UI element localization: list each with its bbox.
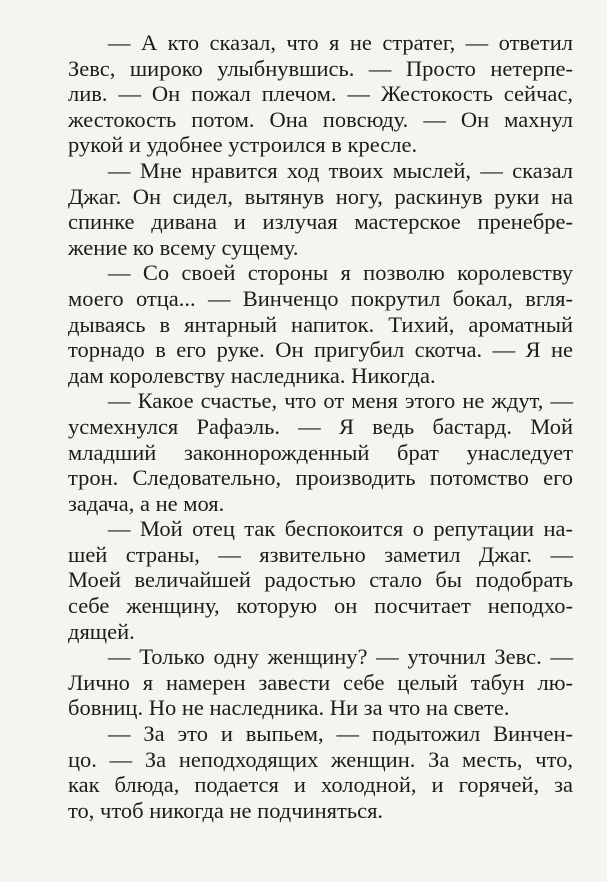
text-line: дываясь в янтарный напиток. Тихий, ароматный [68,311,573,337]
text-line: Джаг. Он сидел, вытянув ногу, раскинув руки на [68,183,573,209]
page-text [68,30,573,823]
text-line: — Со своей стороны я позволю королевству [108,260,573,286]
text-line: жестокость потом. Она повсюду. — Он махнул [68,106,573,132]
paragraph [68,30,573,158]
paragraph [68,516,573,644]
text-line: — Только одну женщину? — уточнил Зевс. — [108,644,573,670]
paragraph [68,721,573,823]
paragraph [68,644,573,721]
paragraph [68,158,573,260]
text-line: лив. — Он пожал плечом. — Жестокость сейчас, [68,81,573,107]
paragraph [68,260,573,388]
text-line: — Какое счастье, что от меня этого не ждут, — [108,388,573,414]
text-line: спинке дивана и излучая мастерское пренебре- [68,209,573,235]
text-line: Зевс, широко улыбнувшись. — Просто нетерпе- [68,55,573,81]
text-line: Моей величайшей радостью стало бы подобрать [68,567,573,593]
text-line: то, чтоб никогда не подчиняться. [68,797,384,823]
text-line: — Мой отец так беспокоится о репутации на- [108,516,573,542]
text-line: рукой и удобнее устроился в кресле. [68,132,418,158]
text-line: — Мне нравится ход твоих мыслей, — сказал [108,157,573,183]
text-line: как блюда, подается и холодной, и горячей, за [68,772,573,798]
text-line: цо. — За неподходящих женщин. За месть, что, [68,746,573,772]
text-line: торнадо в его руке. Он пригубил скотча. — Я не [68,337,573,363]
text-line: жение ко всему сущему. [68,234,299,260]
text-line: усмехнулся Рафаэль. — Я ведь бастард. Мой [68,413,573,439]
text-line: трон. Следовательно, производить потомство его [68,465,573,491]
text-line: младший законнорожденный брат унаследует [68,439,573,465]
text-line: моего отца... — Винченцо покрутил бокал, вгля- [68,285,573,311]
text-line: — А кто сказал, что я не стратег, — ответил [108,30,573,55]
text-line: бовниц. Но не наследника. Ни за что на свете. [68,695,510,721]
paragraph [68,388,573,516]
text-line: задача, а не моя. [68,490,225,516]
text-line: — За это и выпьем, — подытожил Винчен- [108,721,573,747]
text-line: дам королевству наследника. Никогда. [68,362,436,388]
text-line: шей страны, — язвительно заметил Джаг. — [68,541,573,567]
text-line: дящей. [68,618,135,644]
text-line: Лично я намерен завести себе целый табун лю- [68,669,573,695]
text-line: себе женщину, которую он посчитает неподхо- [68,593,573,619]
